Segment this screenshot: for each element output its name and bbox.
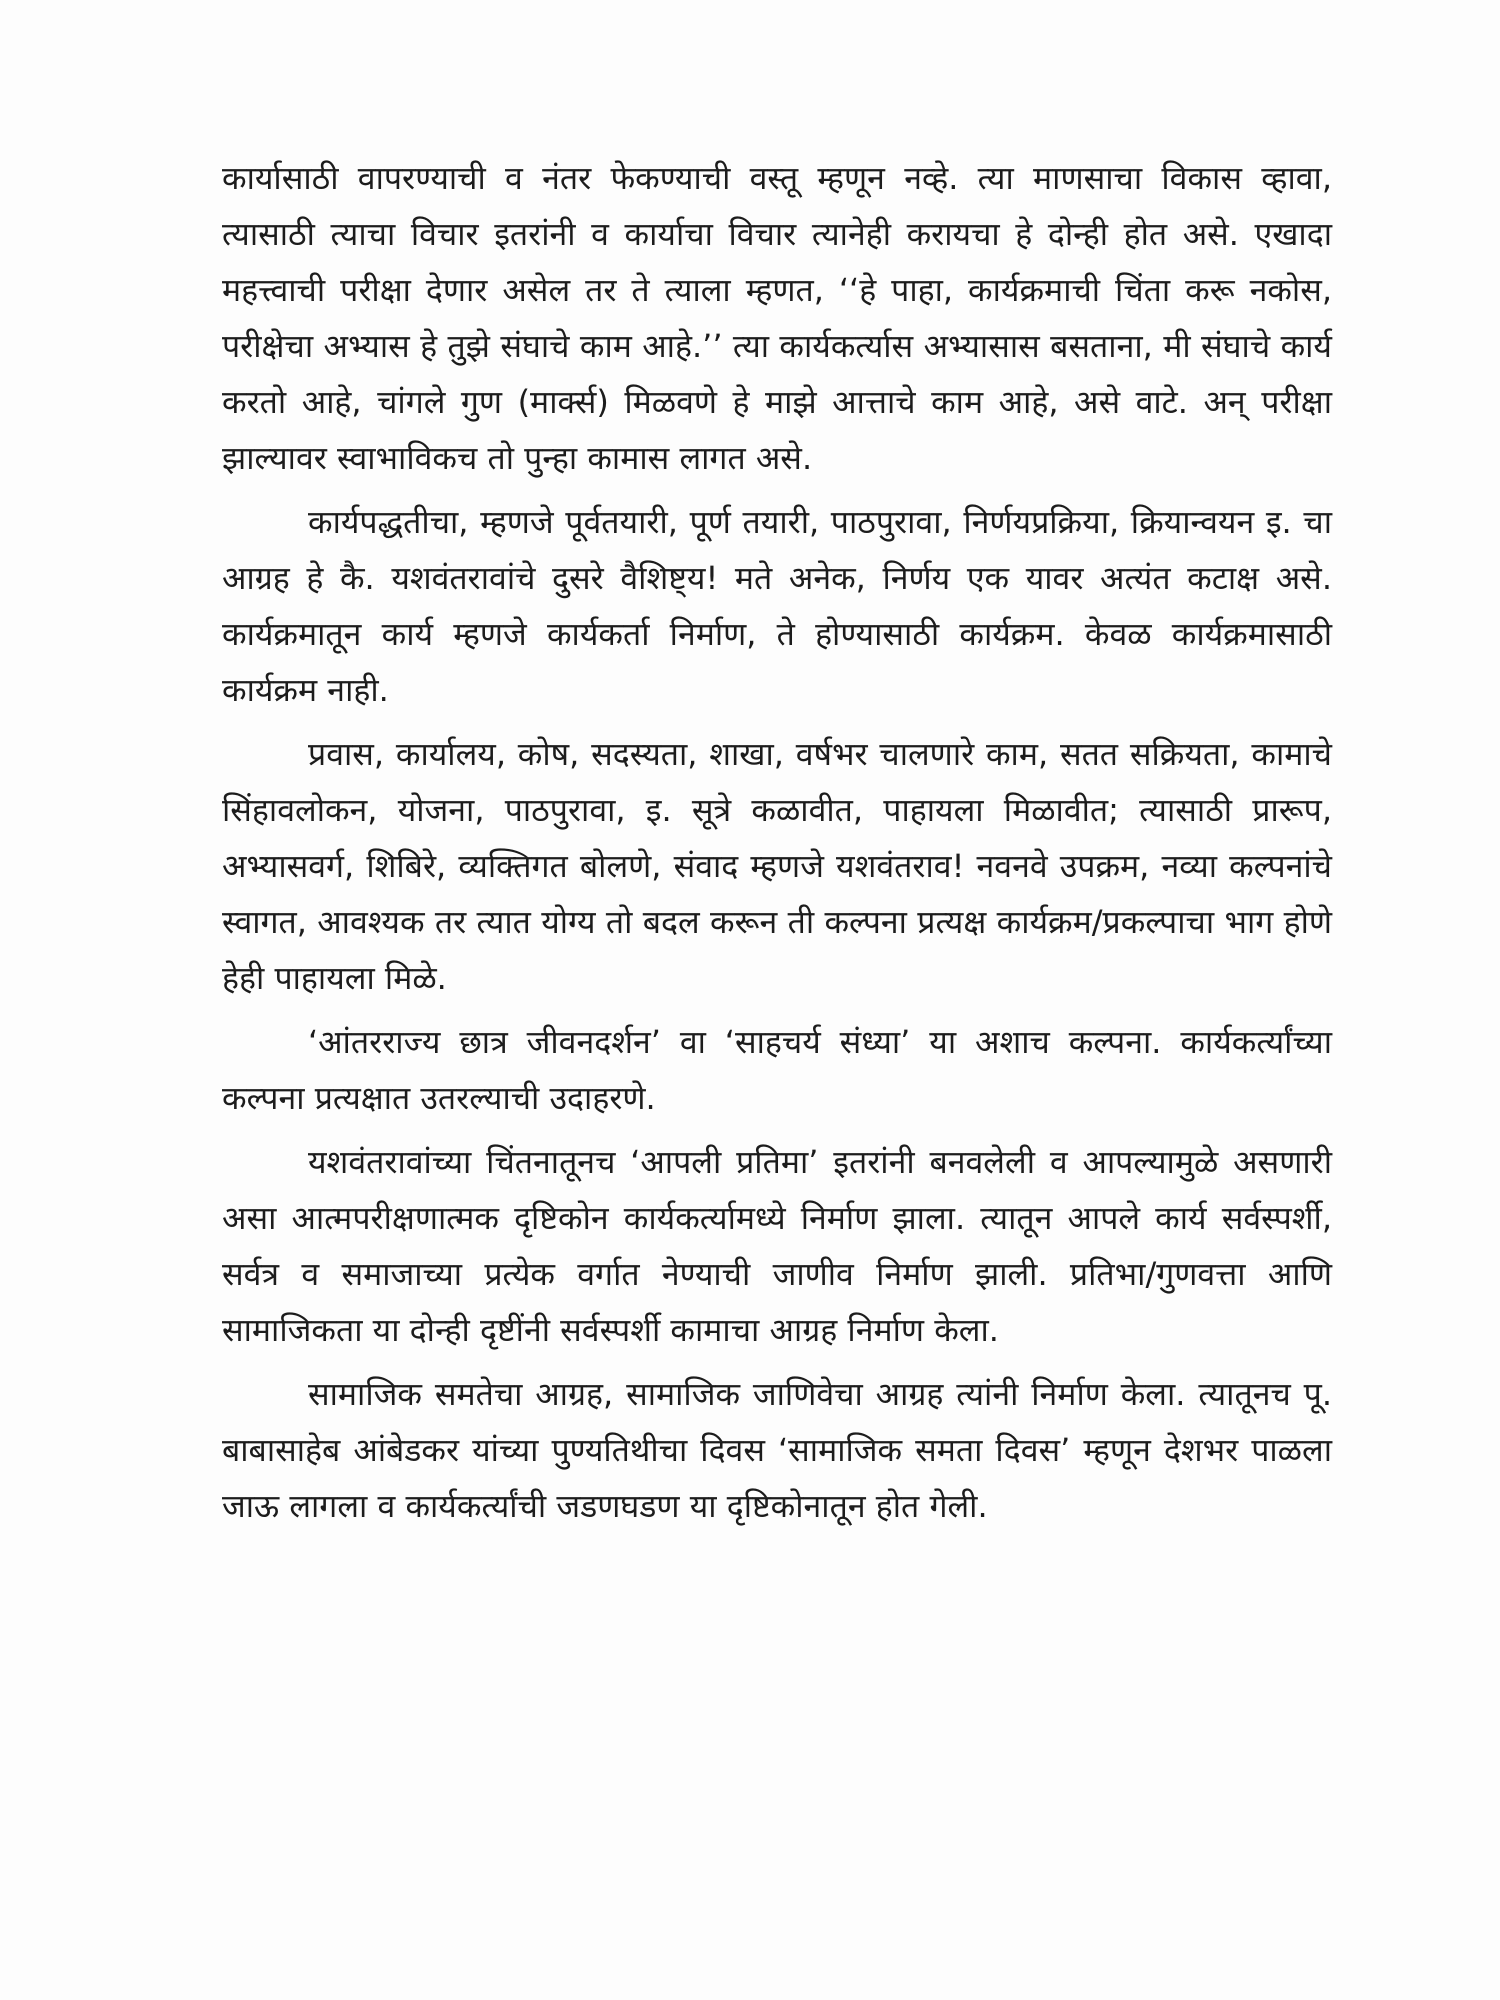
paragraph-2: कार्यपद्धतीचा, म्हणजे पूर्वतयारी, पूर्ण तयारी, पाठपुरावा, निर्णयप्रक्रिया, क्रियान्वयन इ. चा आग्रह हे कै. यशवंतरावांचे दुसरे वैशिष्ट्य! मते अनेक, निर्णय एक यावर अत्यंत कटाक्ष असे. कार्यक्रमातून कार्य म्हणजे कार्यकर्ता निर्माण, ते होण्यासाठी कार्यक्रम. केवळ कार्यक्रमासाठी कार्यक्रम नाही. xyxy=(222,503,1332,709)
paragraph-3: प्रवास, कार्यालय, कोष, सदस्यता, शाखा, वर्षभर चालणारे काम, सतत सक्रियता, कामाचे सिंहावलोकन, योजना, पाठपुरावा, इ. सूत्रे कळावीत, पाहायला मिळावीत; त्यासाठी प्रारूप, अभ्यासवर्ग, शिबिरे, व्यक्तिगत बोलणे, संवाद म्हणजे यशवंतराव! नवनवे उपक्रम, नव्या कल्पनांचे स्वागत, आवश्यक तर त्यात योग्य तो बदल करून ती कल्पना प्रत्यक्ष कार्यक्रम/प्रकल्पाचा भाग होणे हेही पाहायला मिळे. xyxy=(222,735,1332,997)
paragraph-1: कार्यासाठी वापरण्याची व नंतर फेकण्याची वस्तू म्हणून नव्हे. त्या माणसाचा विकास व्हावा, त्यासाठी त्याचा विचार इतरांनी व कार्याचा विचार त्यानेही करायचा हे दोन्ही होत असे. एखादा महत्त्वाची परीक्षा देणार असेल तर ते त्याला म्हणत, ‘‘हे पाहा, कार्यक्रमाची चिंता करू नकोस, परीक्षेचा अभ्यास हे तुझे संघाचे काम आहे.’’ त्या कार्यकर्त्यास अभ्यासास बसताना, मी संघाचे कार्य करतो आहे, चांगले गुण (मार्क्स) मिळवणे हे माझे आत्ताचे काम आहे, असे वाटे. अन् परीक्षा झाल्यावर स्वाभाविकच तो पुन्हा कामास लागत असे. xyxy=(222,159,1332,477)
body-text xyxy=(222,150,1332,1542)
paragraph-6: सामाजिक समतेचा आग्रह, सामाजिक जाणिवेचा आग्रह त्यांनी निर्माण केला. त्यातूनच पू. बाबासाहेब आंबेडकर यांच्या पुण्यतिथीचा दिवस ‘सामाजिक समता दिवस’ म्हणून देशभर पाळला जाऊ लागला व कार्यकर्त्यांची जडणघडण या दृष्टिकोनातून होत गेली. xyxy=(222,1375,1332,1525)
paragraph-4: ‘आंतरराज्य छात्र जीवनदर्शन’ वा ‘साहचर्य संध्या’ या अशाच कल्पना. कार्यकर्त्यांच्या कल्पना प्रत्यक्षात उतरल्याची उदाहरणे. xyxy=(222,1023,1332,1117)
paragraph-5: यशवंतरावांच्या चिंतनातूनच ‘आपली प्रतिमा’ इतरांनी बनवलेली व आपल्यामुळे असणारी असा आत्मपरीक्षणात्मक दृष्टिकोन कार्यकर्त्यामध्ये निर्माण झाला. त्यातून आपले कार्य सर्वस्पर्शी, सर्वत्र व समाजाच्या प्रत्येक वर्गात नेण्याची जाणीव निर्माण झाली. प्रतिभा/गुणवत्ता आणि सामाजिकता या दोन्ही दृष्टींनी सर्वस्पर्शी कामाचा आग्रह निर्माण केला. xyxy=(222,1143,1332,1349)
